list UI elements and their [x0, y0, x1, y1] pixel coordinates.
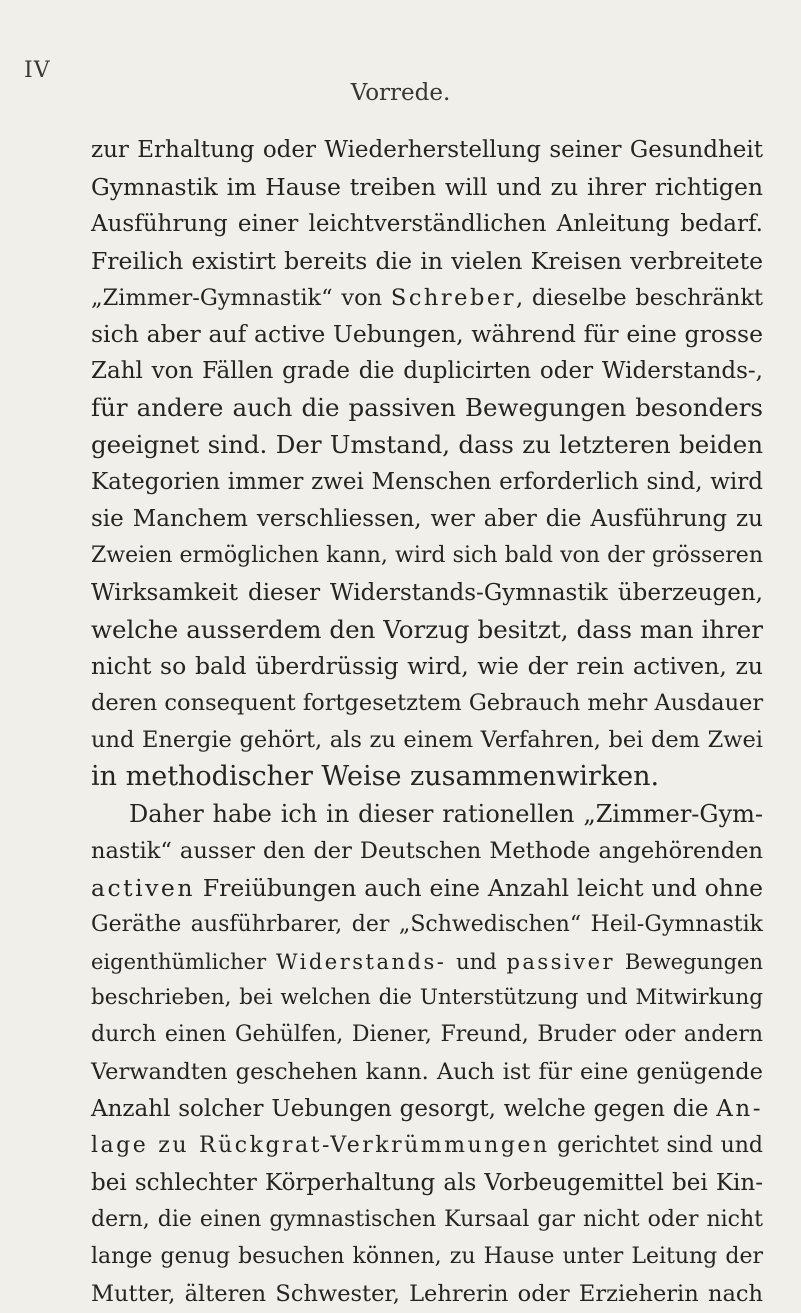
text-line [91, 353, 763, 390]
emphasized-text: activen [91, 873, 195, 902]
text-run: bei schlechter Körperhaltung als Vorbeugemittel bei Kin- [91, 1169, 763, 1196]
text-line [91, 132, 763, 169]
emphasized-text: Schreber [390, 284, 516, 311]
text-line [91, 206, 763, 243]
text-line [91, 538, 763, 575]
text-run: , dieselbe beschränkt [515, 284, 764, 311]
text-line [91, 796, 763, 833]
text-run: Anzahl solcher Uebungen gesorgt, welche gegen die [91, 1096, 717, 1123]
text-run: „Zimmer-Gymnastik“ von [91, 284, 391, 311]
text-run: nastik“ ausser den der Deutschen Methode angehörenden [91, 837, 763, 864]
text-line [91, 722, 763, 759]
page-number: IV [24, 58, 51, 83]
text-line [91, 685, 763, 722]
text-line [91, 980, 763, 1017]
text-run: Mutter, älteren Schwester, Lehrerin oder Erzieherin nach [91, 1280, 763, 1307]
text-line [91, 280, 763, 317]
text-line [91, 427, 763, 464]
text-line [91, 390, 763, 427]
text-line [91, 907, 763, 944]
running-title: Vorrede. [350, 80, 451, 106]
text-run: Zweien ermöglichen kann, wird sich bald von der grösseren [91, 542, 763, 568]
text-line [91, 1128, 763, 1165]
text-run: deren consequent fortgesetztem Gebrauch mehr Ausdauer [91, 690, 764, 717]
text-run: gerichtet sind und [549, 1133, 764, 1159]
text-line [91, 169, 763, 206]
text-line [91, 1239, 763, 1276]
text-run: Freiübungen auch eine Anzahl leicht und ohne [194, 873, 763, 902]
text-run: lange genug besuchen können, zu Hause unter Leitung der [91, 1243, 763, 1269]
text-run: durch einen Gehülfen, Diener, Freund, Bruder oder andern [91, 1022, 763, 1048]
text-line [91, 1165, 763, 1202]
body-text [91, 132, 763, 1313]
emphasized-text: An- [716, 1096, 763, 1123]
text-run: Bewegungen [615, 949, 764, 974]
text-run: Kategorien immer zwei Menschen erforderlich sind, wird [91, 469, 763, 496]
text-run: Zahl von Fällen grade die duplicirten oder Widerstands-, [91, 358, 763, 385]
text-run: und [446, 949, 507, 974]
text-line [91, 944, 763, 981]
text-run: dern, die einen gymnastischen Kursaal gar nicht oder nicht [91, 1206, 763, 1232]
text-line [91, 1276, 763, 1313]
text-line [91, 759, 763, 796]
text-line [91, 464, 763, 501]
text-line [91, 243, 763, 280]
text-run: Geräthe ausführbarer, der „Schwedischen“ Heil-Gymnastik [91, 911, 763, 937]
text-run: Wirksamkeit dieser Widerstands-Gymnastik überzeugen, [91, 579, 763, 606]
text-line [91, 1202, 763, 1239]
text-line [91, 612, 763, 649]
text-run: sie Manchem verschliessen, wer aber die Ausführung zu [91, 505, 763, 532]
text-run: Verwandten geschehen kann. Auch ist für eine genügende [91, 1059, 763, 1086]
text-run: Gymnastik im Hause treiben will und zu ihrer richtigen [91, 172, 763, 201]
text-line [91, 833, 763, 870]
text-run: Daher habe ich in dieser rationellen „Zimmer-Gym- [129, 800, 763, 829]
text-run: Freilich existirt bereits die in vielen Kreisen verbreitete [91, 246, 763, 275]
text-line [91, 316, 763, 353]
emphasized-text: Widerstands- [275, 949, 447, 974]
text-line [91, 1054, 763, 1091]
text-line [91, 870, 763, 907]
text-run: sich aber auf active Uebungen, während für eine grosse [91, 320, 763, 349]
text-line [91, 1017, 763, 1054]
text-line [91, 648, 763, 685]
text-run: welche ausserdem den Vorzug besitzt, dass man ihrer [91, 614, 763, 644]
text-run: geeignet sind. Der Umstand, dass zu letzteren beiden [91, 430, 763, 460]
text-run: beschrieben, bei welchen die Unterstützung und Mitwirkung [91, 985, 763, 1011]
text-run: in methodischer Weise zusammenwirken. [91, 761, 660, 793]
emphasized-text: lage zu Rückgrat-Verkrümmungen [91, 1133, 550, 1159]
text-run: und Energie gehört, als zu einem Verfahren, bei dem Zwei [91, 727, 763, 754]
text-run: zur Erhaltung oder Wiederherstellung seiner Gesundheit [91, 137, 763, 163]
emphasized-text: passiver [506, 949, 616, 974]
text-run: für andere auch die passiven Bewegungen besonders [91, 393, 763, 423]
text-line [91, 501, 763, 538]
text-line [91, 1091, 763, 1128]
text-run: nicht so bald überdrüssig wird, wie der rein activen, zu [91, 652, 763, 681]
text-line [91, 575, 763, 612]
text-run: eigenthümlicher [91, 949, 276, 974]
text-run: Ausführung einer leichtverständlichen Anleitung bedarf. [91, 210, 763, 237]
